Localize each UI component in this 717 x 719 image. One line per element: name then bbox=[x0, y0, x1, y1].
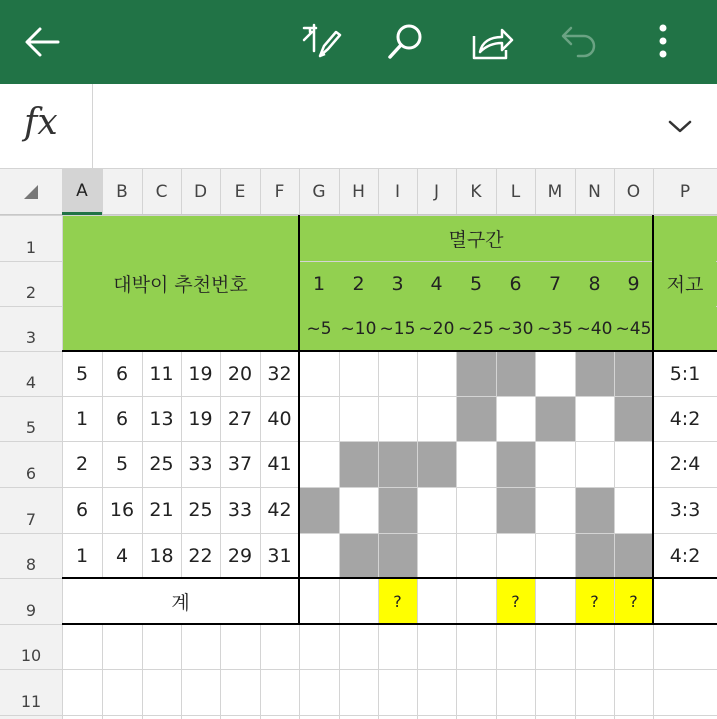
column-header-i[interactable]: I bbox=[394, 182, 400, 202]
total-mark[interactable]: ? bbox=[393, 591, 402, 611]
zone-number: 4 bbox=[430, 272, 443, 295]
share-icon[interactable] bbox=[470, 20, 514, 64]
undo-icon[interactable] bbox=[556, 20, 600, 64]
ratio-cell[interactable]: 5:1 bbox=[669, 362, 701, 385]
zone-range: ~25 bbox=[458, 318, 494, 339]
corner-triangle-icon bbox=[0, 169, 62, 215]
zone-number: 3 bbox=[391, 272, 404, 295]
zone-cell-filled bbox=[614, 396, 653, 441]
zone-range: ~20 bbox=[418, 318, 455, 339]
row-header-3[interactable]: 3 bbox=[25, 328, 37, 347]
function-button[interactable] bbox=[0, 84, 93, 168]
total-label: 계 bbox=[171, 591, 190, 614]
zone-range: ~40 bbox=[576, 318, 613, 339]
number-cell[interactable]: 1 bbox=[75, 544, 89, 567]
row-header-11[interactable]: 11 bbox=[20, 692, 42, 711]
zone-cell-filled bbox=[614, 351, 653, 396]
column-header-f[interactable]: F bbox=[274, 182, 285, 202]
column-header-h[interactable]: H bbox=[352, 182, 365, 202]
number-cell[interactable]: 6 bbox=[115, 362, 129, 385]
zone-number: 2 bbox=[352, 272, 365, 295]
number-cell[interactable]: 33 bbox=[227, 499, 253, 521]
column-header-g[interactable]: G bbox=[312, 182, 326, 202]
ratio-cell[interactable]: 2:4 bbox=[669, 453, 701, 475]
draw-pen-icon[interactable] bbox=[298, 20, 342, 64]
zone-number: 1 bbox=[312, 272, 326, 295]
zone-cell-filled bbox=[339, 441, 378, 487]
zone-cell-filled bbox=[339, 533, 378, 578]
number-cell[interactable]: 19 bbox=[188, 407, 213, 430]
row-header-10[interactable]: 10 bbox=[20, 646, 42, 665]
zone-cell-filled bbox=[378, 441, 417, 487]
zone-number: 5 bbox=[469, 272, 483, 295]
zone-number: 8 bbox=[588, 272, 601, 295]
number-cell[interactable]: 31 bbox=[267, 544, 292, 567]
recommend-title: 대박이 추천번호 bbox=[113, 273, 248, 296]
zone-range: ~45 bbox=[615, 318, 652, 339]
column-header-p[interactable]: P bbox=[679, 182, 691, 202]
number-cell[interactable]: 29 bbox=[227, 544, 253, 567]
zone-cell-filled bbox=[378, 533, 417, 578]
row-header-5[interactable]: 5 bbox=[25, 418, 37, 437]
zone-number: 7 bbox=[548, 272, 562, 295]
app-toolbar bbox=[0, 0, 717, 84]
column-header-a[interactable]: A bbox=[62, 169, 102, 215]
row-header-1[interactable]: 1 bbox=[25, 238, 37, 257]
number-cell[interactable]: 32 bbox=[267, 362, 292, 385]
column-header-b[interactable]: B bbox=[116, 182, 128, 202]
number-cell[interactable]: 42 bbox=[267, 499, 292, 521]
number-cell[interactable]: 33 bbox=[188, 453, 213, 475]
number-cell[interactable]: 5 bbox=[115, 453, 129, 475]
zone-range: ~15 bbox=[379, 318, 416, 339]
formula-bar bbox=[0, 84, 717, 169]
zone-number: 9 bbox=[627, 272, 640, 295]
row-header-7[interactable]: 7 bbox=[25, 510, 37, 529]
zones-title: 멸구간 bbox=[448, 228, 504, 251]
number-cell[interactable]: 16 bbox=[109, 499, 135, 521]
zone-cell-filled bbox=[614, 533, 653, 578]
number-cell[interactable]: 18 bbox=[149, 544, 174, 567]
column-header-o[interactable]: O bbox=[626, 182, 641, 202]
number-cell[interactable]: 21 bbox=[149, 499, 174, 521]
zone-cell-filled bbox=[496, 441, 535, 487]
search-icon[interactable] bbox=[384, 20, 428, 64]
zone-cell-filled bbox=[299, 487, 339, 533]
total-mark[interactable]: ? bbox=[511, 591, 520, 611]
number-cell[interactable]: 37 bbox=[227, 453, 253, 475]
zone-range: ~5 bbox=[306, 318, 332, 339]
number-cell[interactable]: 4 bbox=[115, 544, 129, 567]
ratio-cell[interactable]: 3:3 bbox=[669, 499, 701, 521]
column-header-d[interactable]: D bbox=[193, 182, 208, 202]
zone-cell-filled bbox=[456, 351, 496, 396]
column-header-l[interactable]: L bbox=[510, 182, 521, 202]
chevron-down-icon[interactable] bbox=[660, 106, 700, 146]
column-header-j[interactable]: J bbox=[433, 182, 439, 202]
number-cell[interactable]: 1 bbox=[75, 407, 89, 430]
zone-cell-filled bbox=[496, 487, 535, 533]
zone-cell-filled bbox=[378, 487, 417, 533]
back-arrow-icon[interactable] bbox=[20, 20, 64, 64]
number-cell[interactable]: 19 bbox=[188, 362, 213, 385]
number-cell[interactable]: 25 bbox=[188, 499, 213, 521]
column-header-k[interactable]: K bbox=[470, 182, 482, 202]
row-header-9[interactable]: 9 bbox=[25, 601, 37, 620]
number-cell[interactable]: 6 bbox=[115, 407, 129, 430]
column-header-n[interactable]: N bbox=[588, 182, 601, 202]
zone-cell-filled bbox=[535, 396, 575, 441]
number-cell[interactable]: 22 bbox=[188, 544, 213, 567]
zone-cell-filled bbox=[456, 396, 496, 441]
number-cell[interactable]: 20 bbox=[227, 362, 253, 385]
number-cell[interactable]: 11 bbox=[149, 362, 174, 385]
zone-range: ~10 bbox=[340, 318, 377, 339]
zone-cell-filled bbox=[575, 487, 614, 533]
zone-cell-filled bbox=[417, 441, 456, 487]
ratio-title: 저고 bbox=[666, 273, 704, 296]
row-header-6[interactable]: 6 bbox=[25, 464, 37, 483]
zone-cell-filled bbox=[575, 533, 614, 578]
total-mark[interactable]: ? bbox=[629, 591, 638, 611]
more-vertical-icon[interactable] bbox=[641, 20, 685, 64]
row-header-4[interactable]: 4 bbox=[25, 373, 37, 392]
column-header-m[interactable]: M bbox=[547, 182, 563, 202]
ratio-cell[interactable]: 4:2 bbox=[669, 544, 701, 567]
number-cell[interactable]: 5 bbox=[75, 362, 89, 385]
ratio-cell[interactable]: 4:2 bbox=[669, 407, 701, 430]
column-header-c[interactable]: C bbox=[155, 182, 168, 202]
total-mark[interactable]: ? bbox=[590, 591, 599, 611]
spreadsheet-grid bbox=[0, 169, 717, 719]
zone-range: ~35 bbox=[537, 318, 573, 339]
column-header-e[interactable]: E bbox=[234, 182, 246, 202]
number-cell[interactable]: 27 bbox=[227, 407, 253, 430]
number-cell[interactable]: 2 bbox=[75, 453, 89, 475]
row-header-2[interactable]: 2 bbox=[25, 283, 37, 302]
zone-cell-filled bbox=[496, 351, 535, 396]
zone-cell-filled bbox=[575, 351, 614, 396]
number-cell[interactable]: 6 bbox=[75, 499, 89, 521]
zone-number: 6 bbox=[509, 272, 522, 295]
zone-range: ~30 bbox=[497, 318, 534, 339]
select-all-corner[interactable] bbox=[0, 169, 62, 215]
formula-input[interactable] bbox=[93, 84, 653, 168]
number-cell[interactable]: 13 bbox=[149, 407, 174, 430]
row-header-8[interactable]: 8 bbox=[25, 555, 37, 574]
number-cell[interactable]: 41 bbox=[267, 453, 292, 475]
number-cell[interactable]: 25 bbox=[149, 453, 174, 475]
number-cell[interactable]: 40 bbox=[267, 407, 292, 430]
fx-label: fx bbox=[24, 102, 58, 143]
